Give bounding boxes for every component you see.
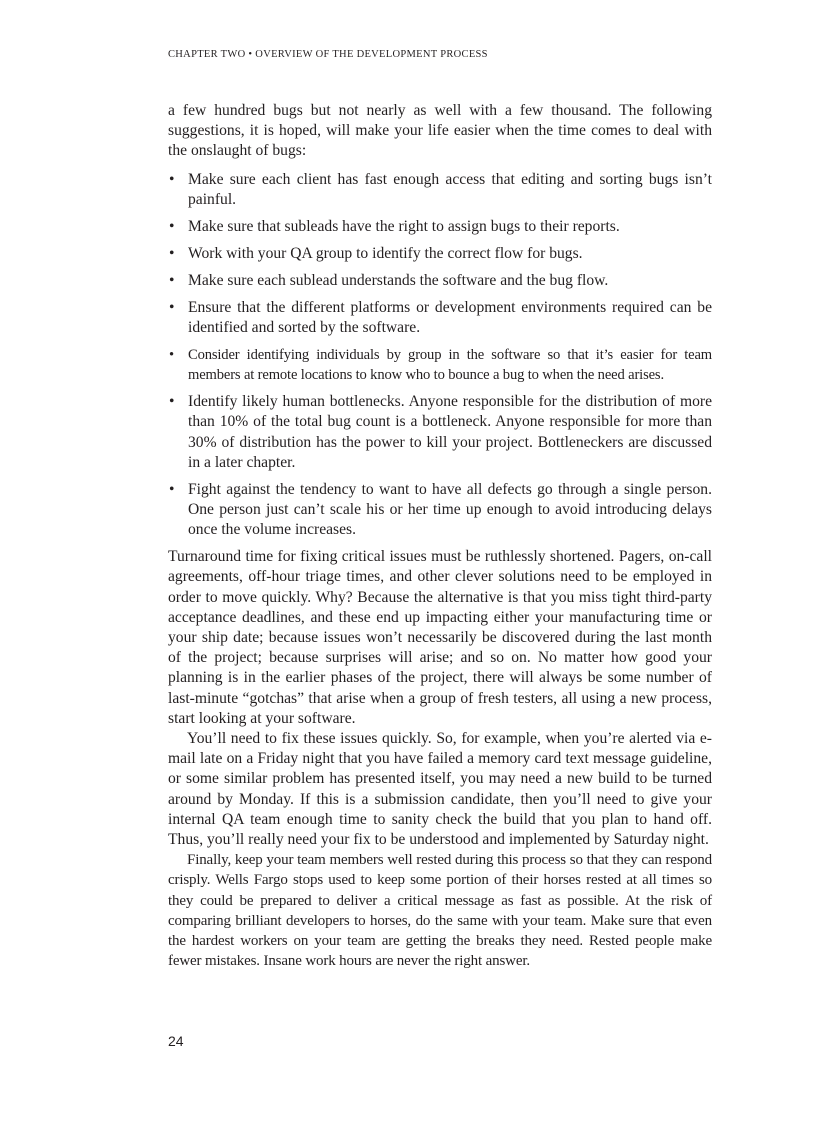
list-item-text: Ensure that the different platforms or development environments required can be identified and sorted by the software. [188,298,712,337]
list-item [168,170,712,210]
bullet-icon: • [169,347,174,364]
list-item-text: Fight against the tendency to want to have all defects go through a single person. One person just can’t scale his or her time up enough to avoid introducing delays once the volume increases. [188,480,712,539]
list-item [168,345,712,385]
bullet-icon: • [169,393,175,411]
list-item-text: Make sure that subleads have the right to assign bugs to their reports. [188,217,620,235]
list-item [168,271,712,291]
body-paragraph: You’ll need to fix these issues quickly. So, for example, when you’re alerted via e-mail late on a Friday night that you have failed a memory card text message guideline, or some similar problem has presented itself, you may need a new build to be turned around by Monday. If this is a submission candidate, then you’ll need to give your internal QA team enough time to sanity check the build that you plan to hand off. Thus, you’ll really need your fix to be understood and implemented by Saturday night. [168,730,712,849]
suggestion-list [168,170,712,541]
list-item [168,298,712,338]
bullet-icon: • [169,480,175,498]
body-text [168,101,712,972]
bullet-icon: • [169,217,175,235]
list-item-text: Consider identifying individuals by group in the software so that it’s easier for team members at remote locations to know who to bounce a bug to when the need arises. [188,347,712,384]
page-number: 24 [168,1033,184,1049]
list-item-text: Identify likely human bottlenecks. Anyone responsible for the distribution of more than 10% of the total bug count is a bottleneck. Anyone responsible for more than 30% of distribution has the power to kill your project. Bottleneckers are discussed in a later chapter. [188,393,712,471]
bullet-icon: • [169,298,175,316]
list-item [168,480,712,541]
list-item-text: Make sure each sublead understands the software and the bug flow. [188,271,609,289]
list-item [168,217,712,237]
list-item [168,392,712,473]
bullet-icon: • [169,170,175,188]
body-paragraph: Finally, keep your team members well rested during this process so that they can respond crisply. Wells Fargo stops used to keep some portion of their horses rested at all times so they could be prepared to deliver a critical message as fast as possible. At the risk of comparing brilliant developers to horses, do the same with your team. Make sure that even the hardest workers on your team are getting the breaks they need. Rested people make fewer mistakes. Insane work hours are never the right answer. [168,852,712,970]
list-item-text: Work with your QA group to identify the correct flow for bugs. [188,244,583,262]
bullet-icon: • [169,271,175,289]
bullet-icon: • [169,244,175,262]
list-item [168,244,712,264]
intro-paragraph: a few hundred bugs but not nearly as well with a few thousand. The following suggestions, it is hoped, will make your life easier when the time comes to deal with the onslaught of bugs: [168,102,712,160]
running-head: CHAPTER TWO • OVERVIEW OF THE DEVELOPMENT PROCESS [168,49,488,60]
list-item-text: Make sure each client has fast enough access that editing and sorting bugs isn’t painful. [188,170,712,208]
body-paragraph: Turnaround time for fixing critical issues must be ruthlessly shortened. Pagers, on-call agreements, off-hour triage times, and other clever solutions need to be employed in order to move quickly. Why? Because the alternative is that you miss tight third-party acceptance deadlines, and these end up impacting either your manufacturing time or your ship date; because issues won’t necessarily be discovered during the last month of the project; because surprises will arise; and so on. No matter how good your planning is in the earlier phases of the project, there will always be some number of last-minute “gotchas” that arise when a group of fresh testers, all using a new process, start looking at your software. [168,548,712,727]
